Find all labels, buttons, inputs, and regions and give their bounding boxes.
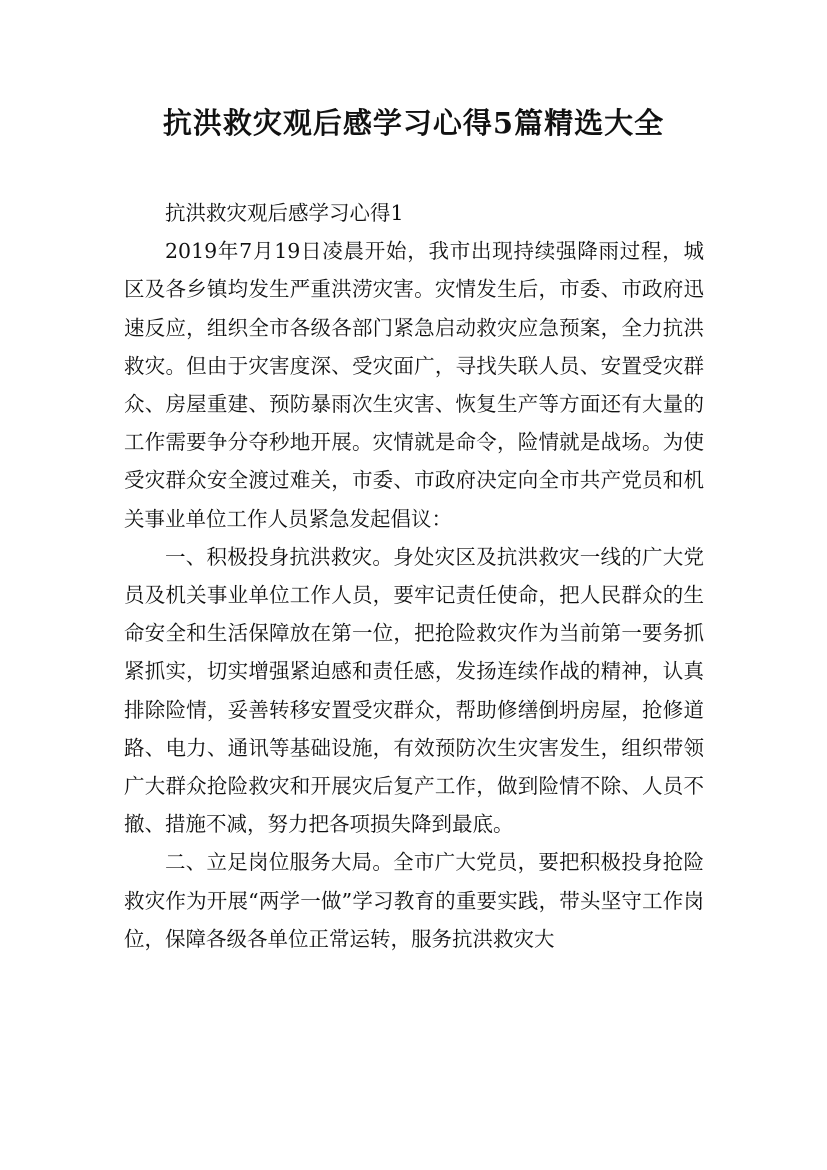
paragraph-1: 2019年7月19日凌晨开始，我市出现持续强降雨过程，城区及各乡镇均发生严重洪涝灾害。灾情发生后，市委、市政府迅速反应，组织全市各级各部门紧急启动救灾应急预案，全力抗洪救灾。但由于灾害度深、受灾面广，寻找失联人员、安置受灾群众、房屋重建、预防暴雨次生灾害、恢复生产等方面还有大量的工作需要争分夺秒地开展。灾情就是命令，险情就是战场。为使受灾群众安全渡过难关，市委、市政府决定向全市共产党员和机关事业单位工作人员紧急发起倡议： <box>124 239 704 531</box>
document-body <box>124 194 704 958</box>
section-heading: 抗洪救灾观后感学习心得1 <box>165 201 404 225</box>
document-title: 抗洪救灾观后感学习心得5篇精选大全 <box>162 106 665 140</box>
paragraph-2: 一、积极投身抗洪救灾。身处灾区及抗洪救灾一线的广大党员及机关事业单位工作人员，要牢记责任使命，把人民群众的生命安全和生活保障放在第一位，把抢险救灾作为当前第一要务抓紧抓实，切实增强紧迫感和责任感，发扬连续作战的精神，认真排除险情，妥善转移安置受灾群众，帮助修缮倒坍房屋，抢修道路、电力、通讯等基础设施，有效预防次生灾害发生，组织带领广大群众抢险救灾和开展灾后复产工作，做到险情不除、人员不撤、措施不减，努力把各项损失降到最底。 <box>124 544 704 837</box>
paragraph-3: 二、立足岗位服务大局。全市广大党员，要把积极投身抢险救灾作为开展“两学一做”学习教育的重要实践，带头坚守工作岗位，保障各级各单位正常运转，服务抗洪救灾大 <box>124 850 704 951</box>
